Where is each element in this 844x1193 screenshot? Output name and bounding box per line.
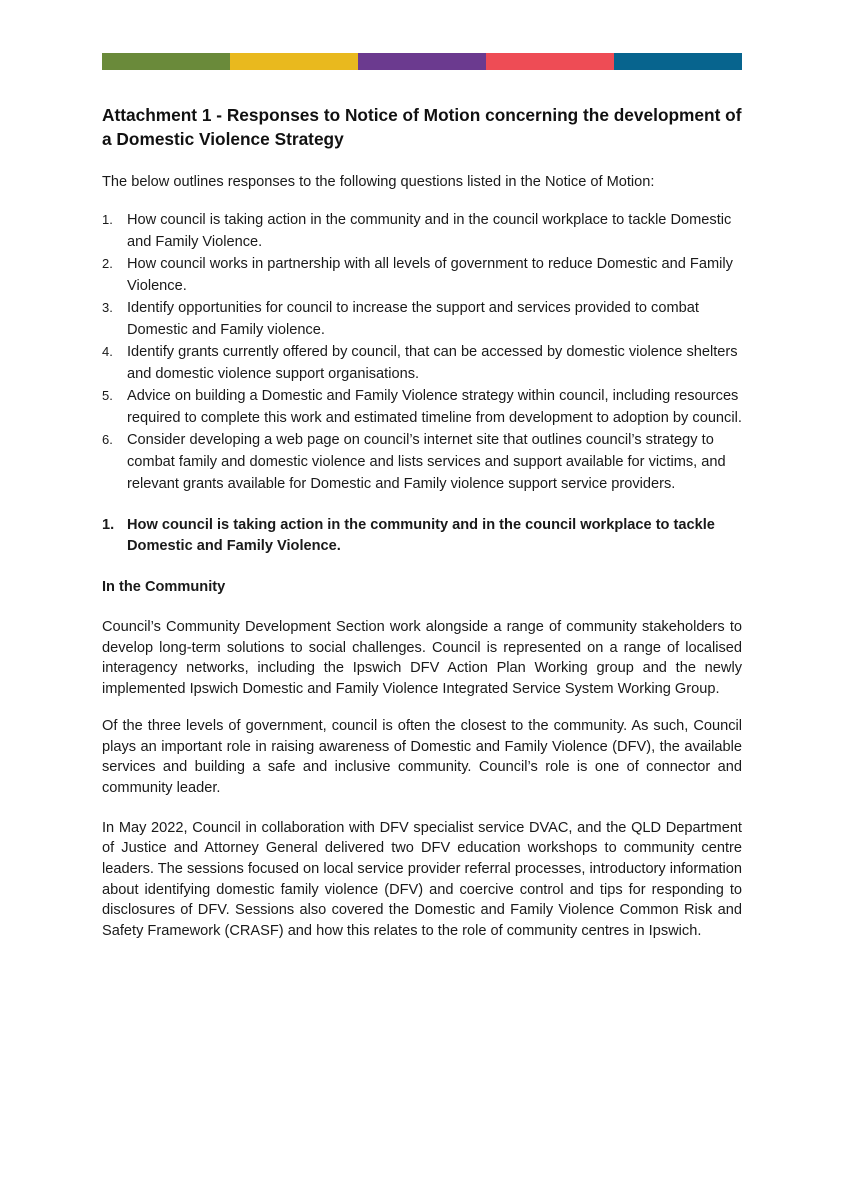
list-number: 2. [102,256,113,271]
list-item-text: How council is taking action in the community and in the council workplace to tackle Domestic and Family Violence. [127,212,732,250]
questions-list [102,209,742,495]
body-paragraph: In May 2022, Council in collaboration with DFV specialist service DVAC, and the QLD Department of Justice and Attorney General delivered two DFV education workshops to community centre leaders. The sessions focused on local service provider referral processes, introductory information about identifying domestic family violence (DFV) and coercive control and tips for responding to disclosures of DFV. Sessions also covered the Domestic and Family Violence Common Risk and Safety Framework (CRASF) and how this relates to the role of community centres in Ipswich. [102,819,742,940]
section-heading-text: How council is taking action in the community and in the council workplace to tackle Domestic and Family Violence. [127,517,715,554]
list-number: 6. [102,432,113,447]
list-item [102,429,742,495]
body-paragraph: Of the three levels of government, council is often the closest to the community. As such, Council plays an important role in raising awareness of Domestic and Family Violence (DFV), the available services and building a safe and inclusive community. Council’s role is one of connector and community leader. [102,717,742,796]
color-bar-green [102,53,230,70]
list-number: 3. [102,300,113,315]
color-bar-purple [358,53,486,70]
section-number: 1. [102,517,115,533]
list-item-text: Consider developing a web page on council’s internet site that outlines council’s strategy to combat family and domestic violence and lists services and support available for victims, and relevant grants available for Domestic and Family violence support service providers. [127,432,726,492]
header-color-bar [102,53,742,70]
list-item-text: Advice on building a Domestic and Family Violence strategy within council, including resources required to complete this work and estimated timeline from development to adoption by council. [127,388,742,426]
list-item [102,209,742,253]
list-number: 5. [102,388,113,403]
page-title: Attachment 1 - Responses to Notice of Motion concerning the development of a Domestic Violence Strategy [102,105,742,149]
list-item [102,385,742,429]
list-number: 1. [102,212,113,227]
list-item [102,341,742,385]
color-bar-blue [614,53,742,70]
color-bar-red [486,53,614,70]
color-bar-yellow [230,53,358,70]
list-item-text: How council works in partnership with all levels of government to reduce Domestic and Family Violence. [127,256,733,294]
list-item-text: Identify opportunities for council to increase the support and services provided to combat Domestic and Family violence. [127,300,699,338]
body-paragraph: Council’s Community Development Section work alongside a range of community stakeholders to develop long-term solutions to social challenges. Council is represented on a range of localised interagency networks, including the Ipswich DFV Action Plan Working group and the newly implemented Ipswich Domestic and Family Violence Integrated Service System Working Group. [102,619,742,698]
intro-paragraph: The below outlines responses to the following questions listed in the Notice of Motion: [102,174,655,190]
list-item [102,297,742,341]
subheading-in-the-community: In the Community [102,579,226,595]
document-body [102,103,742,942]
list-number: 4. [102,344,113,359]
list-item [102,253,742,297]
section-1-heading [102,515,742,557]
list-item-text: Identify grants currently offered by council, that can be accessed by domestic violence shelters and domestic violence support organisations. [127,344,738,382]
